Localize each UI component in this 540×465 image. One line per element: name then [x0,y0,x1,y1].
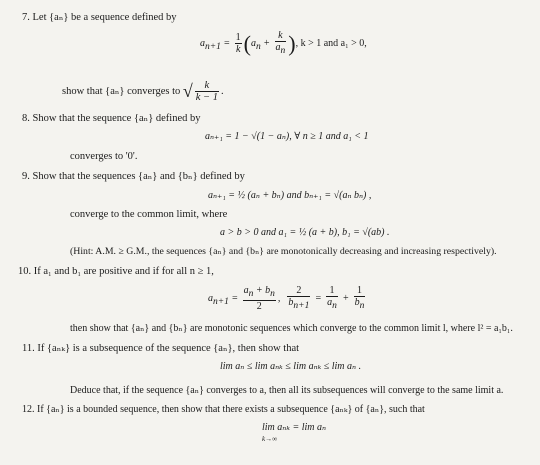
problem-12-statement [22,403,425,416]
problem-text: If {aₙ} is a bounded sequence, then show that there exists a subsequence {aₙₖ} of {aₙ}, such that [37,404,425,415]
problem-9-conclusion: converge to the common limit, where [70,209,228,220]
problem-7-conclusion: show that {aₙ} converges to √ $\frac{k}{k - 1}$ . [62,80,224,103]
problem-text: Show that the sequence {aₙ} defined by [32,113,201,124]
problem-12-limit: lim aₙₖ = lim aₙ [262,422,327,433]
problem-number: 11. [22,343,35,354]
problem-text: Let {aₙ} be a sequence defined by [32,12,177,23]
problem-7-recurrence: $a_{n+1}$ = $\frac{1}{k}$ ($a_n$ + $\frac{k}{a_n}$ ), k > 1 and a₁ > 0, [200,30,367,56]
problem-9-hint: (Hint: A.M. ≥ G.M., the sequences {aₙ} and {bₙ} are monotonically decreasing and increasing respectively). [70,246,497,257]
problem-12-limit-subscript: k→∞ [262,435,278,443]
problem-text: Show that the sequences {aₙ} and {bₙ} defined by [32,171,245,182]
problem-8-conclusion: converges to '0'. [70,151,138,162]
problem-number: 7. [22,12,30,23]
problem-10-recurrence: $a_{n+1}$ = $\frac{a_n + b_n}{2}$ , $\frac{2}{b_{n+1}}$ = $\frac{1}{a_n}$ + $\frac{1}{b_n}$ [208,285,365,312]
problem-number: 9. [22,171,30,182]
problem-number: 8. [22,113,30,124]
problem-7-statement [22,11,177,24]
problem-7-limit: √ $\frac{k}{k - 1}$ [182,80,219,103]
problem-11-deduction: Deduce that, if the sequence {aₙ} converges to a, then all its subsequences will converge to the same limit a. [70,385,504,396]
problem-number: 10. [18,266,32,277]
problem-8-recurrence: aₙ₊₁ = 1 − √(1 − aₙ), ∀ n ≥ 1 and a₁ < 1 [205,131,369,142]
problem-7-condition: , k > 1 and a₁ > 0, [295,37,367,49]
problem-10-conclusion: then show that {aₙ} and {bₙ} are monotonic sequences which converge to the common limit l, where l² = a₁b₁. [70,323,513,334]
problem-7-conv-text: show that {aₙ} converges to [62,85,181,97]
problem-11-statement [22,342,299,355]
problem-number: 12. [22,404,35,415]
problem-9-initial-conditions: a > b > 0 and a₁ = ½ (a + b), b₁ = √(ab) . [220,227,390,238]
problem-9-recurrence: aₙ₊₁ = ½ (aₙ + bₙ) and bₙ₊₁ = √(aₙ bₙ) , [208,190,372,201]
problem-8-statement [22,112,201,125]
problem-9-statement [22,170,245,183]
problem-10-statement [18,265,214,278]
problem-text: If a₁ and b₁ are positive and if for all n ≥ 1, [33,266,214,277]
problem-11-inequality: lim aₙ ≤ lim aₙₖ ≤ lim aₙₖ ≤ lim aₙ . [220,361,362,372]
problem-text: If {aₙₖ} is a subsequence of the sequence {aₙ}, then show that [37,343,300,354]
